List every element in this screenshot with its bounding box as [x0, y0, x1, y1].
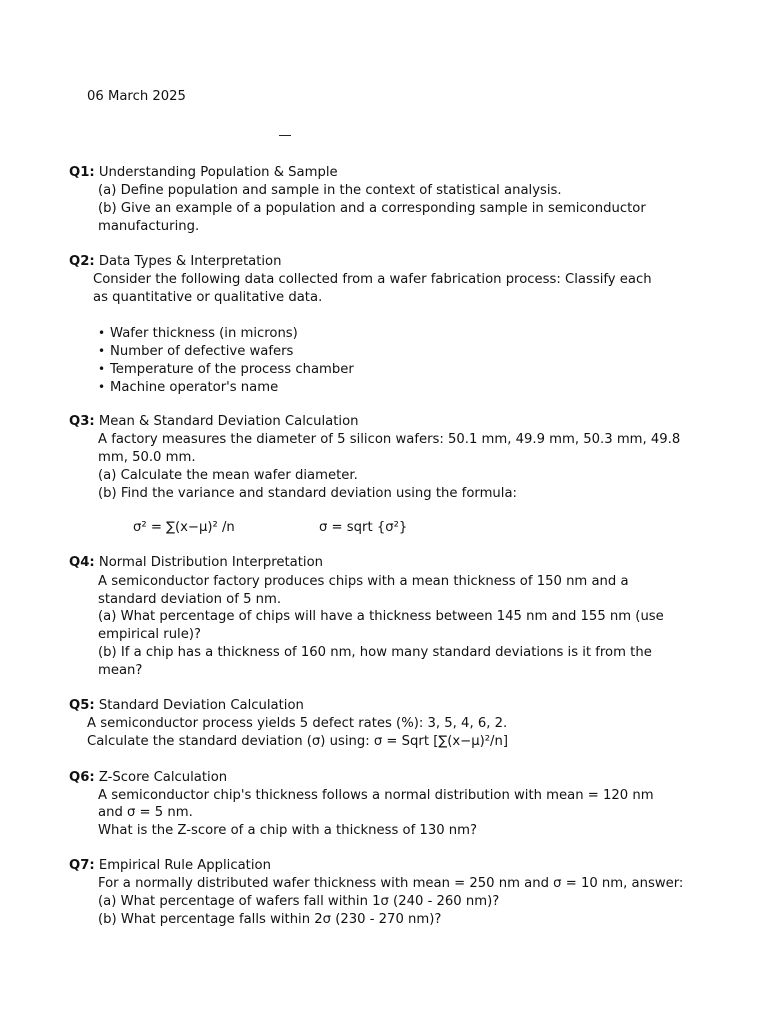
question-6-number: Q6:: [69, 770, 95, 785]
question-1-heading: [69, 164, 338, 182]
question-3-line: (b) Find the variance and standard deviation using the formula:: [98, 486, 517, 501]
list-item: [98, 378, 278, 397]
question-6-line: What is the Z-score of a chip with a thickness of 130 nm?: [98, 823, 477, 838]
variance-formula: σ² = ∑(x−μ)² /n: [133, 520, 235, 535]
question-3-line: mm, 50.0 mm.: [98, 450, 196, 465]
question-1-number: Q1:: [69, 165, 95, 180]
question-2-title: Data Types & Interpretation: [98, 254, 282, 269]
question-4-line: empirical rule)?: [98, 627, 201, 642]
question-7-line: (b) What percentage falls within 2σ (230 - 270 nm)?: [98, 912, 442, 927]
question-4-line: (b) If a chip has a thickness of 160 nm, how many standard deviations is it from the: [98, 645, 652, 660]
question-4-title: Normal Distribution Interpretation: [98, 555, 323, 570]
question-3-heading: [69, 413, 359, 431]
question-2-heading: [69, 253, 281, 271]
question-3-title: Mean & Standard Deviation Calculation: [98, 414, 359, 429]
question-4-number: Q4:: [69, 555, 95, 570]
question-5-number: Q5:: [69, 698, 95, 713]
question-4-line: (a) What percentage of chips will have a thickness between 145 nm and 155 nm (use: [98, 609, 664, 624]
list-item-text: Wafer thickness (in microns): [110, 326, 298, 341]
question-6-title: Z-Score Calculation: [98, 770, 228, 785]
list-item: [98, 342, 293, 361]
question-5-title: Standard Deviation Calculation: [98, 698, 304, 713]
question-7-heading: [69, 857, 271, 875]
question-4-heading: [69, 554, 323, 572]
list-item-text: Number of defective wafers: [110, 344, 294, 359]
question-3-number: Q3:: [69, 414, 95, 429]
question-7-line: For a normally distributed wafer thickness with mean = 250 nm and σ = 10 nm, answer:: [98, 876, 684, 891]
question-6-line: A semiconductor chip's thickness follows a normal distribution with mean = 120 nm: [98, 788, 654, 803]
question-6-line: and σ = 5 nm.: [98, 805, 193, 820]
question-6-heading: [69, 769, 227, 787]
question-7-title: Empirical Rule Application: [98, 858, 271, 873]
list-item: [98, 324, 298, 343]
question-1-line: (b) Give an example of a population and a corresponding sample in semiconductor: [98, 201, 646, 216]
question-2-line: as quantitative or qualitative data.: [93, 290, 323, 305]
question-4-line: standard deviation of 5 nm.: [98, 592, 282, 607]
question-4-line: mean?: [98, 663, 143, 678]
question-3-line: A factory measures the diameter of 5 silicon wafers: 50.1 mm, 49.9 mm, 50.3 mm, 49.8: [98, 432, 681, 447]
question-2-number: Q2:: [69, 254, 95, 269]
question-7-number: Q7:: [69, 858, 95, 873]
list-item: [98, 360, 354, 379]
question-5-line: Calculate the standard deviation (σ) using: σ = Sqrt [∑(x−μ)²/n]: [87, 734, 509, 749]
question-1-line: manufacturing.: [98, 219, 200, 234]
question-3-line: (a) Calculate the mean wafer diameter.: [98, 468, 358, 483]
question-4-line: A semiconductor factory produces chips with a mean thickness of 150 nm and a: [98, 574, 629, 589]
question-7-line: (a) What percentage of wafers fall within 1σ (240 - 260 nm)?: [98, 894, 500, 909]
question-2-line: Consider the following data collected from a wafer fabrication process: Classify each: [93, 272, 652, 287]
question-1-title: Understanding Population & Sample: [98, 165, 338, 180]
question-5-heading: [69, 697, 304, 715]
question-1-line: (a) Define population and sample in the context of statistical analysis.: [98, 183, 562, 198]
separator-dash: [279, 135, 291, 136]
std-dev-formula: σ = sqrt {σ²}: [319, 520, 408, 535]
list-item-text: Temperature of the process chamber: [110, 362, 354, 377]
question-5-line: A semiconductor process yields 5 defect rates (%): 3, 5, 4, 6, 2.: [87, 716, 508, 731]
document-date: 06 March 2025: [87, 89, 186, 104]
list-item-text: Machine operator's name: [110, 380, 279, 395]
